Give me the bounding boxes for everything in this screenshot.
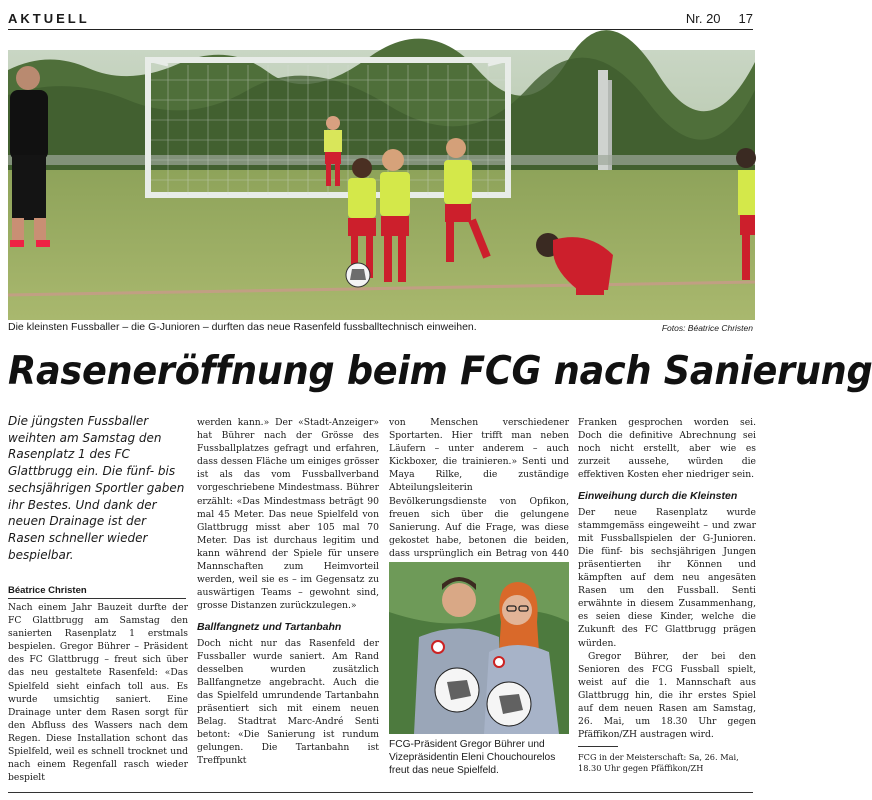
section-label: AKTUELL	[8, 11, 90, 26]
column-4	[578, 416, 756, 741]
body-paragraph: Nach einem Jahr Bauzeit durfte der FC Glattbrugg am Samstag den sanierten Rasenplatz 1 erstmals bespielen. Gregor Bührer – Präsident des FC Glattbrugg – freut sich über das neu gestaltete Rasenfeld: «Das Spielfeld sieht einfach toll aus. Es wurde umsichtig saniert. Eine Drainage unter dem Rasen sorgt für den Abfluss des Wassers nach dem Regen. Diese Installation schont das Spielfeld, weil es schnell trocknet und nach einem Regenfall rasch wieder bespielt	[8, 602, 188, 784]
headline: Raseneröffnung beim FCG nach Sanierung	[8, 349, 872, 394]
bottom-rule	[8, 792, 753, 793]
column-3	[389, 416, 569, 573]
info-separator	[578, 746, 618, 747]
top-rule	[8, 29, 753, 30]
body-paragraph: Der neue Rasenplatz wurde stammgemäss eingeweiht – und zwar mit Fussballspielen der G-Junioren. Die fünf- bis sechsjährigen Jungen präsentierten ihr Können und kämpften auf dem neu angesäten Rasen um den Fussball. Senti erwähnte in diesem Zusammenhang, es seien diese Kinder, welche die Zukunft des FC Glattbrugg prägen würden.	[578, 506, 756, 649]
byline: Béatrice Christen	[8, 585, 87, 596]
portrait-photo	[389, 562, 569, 734]
column-1	[8, 601, 188, 784]
byline-rule	[8, 598, 186, 599]
info-box: FCG in der Meisterschaft: Sa, 26. Mai, 18.30 Uhr gegen Pfäffikon/ZH	[578, 752, 739, 773]
portrait-caption: FCG-Präsident Gregor Bührer und Vizepräsidentin Eleni Chouchourelos freut das neue Spielfeld.	[389, 739, 556, 776]
photo-credit: Fotos: Béatrice Christen	[661, 323, 753, 333]
issue-number: Nr. 20	[685, 11, 721, 26]
page-number: 17	[738, 11, 753, 26]
body-paragraph: werden kann.» Der «Stadt-Anzeiger» hat Bührer nach der Grösse des Fussballplatzes gefragt und erfahren, dass dessen Fläche um einiges grösser ist als das vom Fussballverband vorgeschriebene Mindestmass. Bührer erzählt: «Das Mindestmass beträgt 90 mal 45 Meter. Das neue Spielfeld von Glattbrugg misst aber 105 mal 70 Meter. Das ist durchaus legitim und kann während der Spiele für unsere Mannschaften zum Heimvorteil werden, weil sie es – im Gegensatz zu auswärtigen Teams – gewohnt sind, grosse Distanzen zurückzulegen.»	[197, 417, 379, 612]
coach-figure	[10, 66, 50, 247]
body-paragraph: Franken gesprochen worden sei. Doch die definitive Abrechnung sei noch nicht erstellt, aber wie es zurzeit aussehe, würden die effektiven Kosten eher niedriger sein.	[578, 417, 756, 481]
subheading-einweihung: Einweihung durch die Kleinsten	[578, 490, 738, 503]
main-photo	[8, 50, 755, 320]
body-paragraph: Gregor Bührer, der bei den Senioren des FCG Fussball spielt, weist auf die 1. Mannschaft aus Glattbrugg hin, die ihr erstes Spiel auf dem neuen Rasen am Samstag, 26. Mai, um 18.30 Uhr gegen Pfäffikon/ZH austragen wird.	[578, 650, 756, 741]
lead-paragraph: Die jüngsten Fussballer weihten am Samstag den Rasenplatz 1 des FC Glattbrugg ein. Die fünf- bis sechsjährigen Sportler gaben ihr Bestes. Und dank der neuen Drainage ist der Rasen schneller wieder bespielbar.	[8, 414, 185, 562]
body-paragraph: Doch nicht nur das Rasenfeld der Fussballer wurde saniert. Am Rand desselben wurden zusätzlich Ballfangnetze angebracht. Auch die das Spielfeld umrundende Tartanbahn präsentiert sich mit einem neuen Belag. Stadtrat Marc-André Senti betont: «Die Sanierung ist rundum gelungen. Die Tartanbahn ist Treffpunkt	[197, 637, 379, 767]
page-info	[686, 11, 753, 26]
ball-left	[435, 668, 479, 712]
ball-right	[487, 682, 531, 726]
column-2	[197, 416, 379, 767]
subheading-ballfangnetz: Ballfangnetz und Tartanbahn	[197, 621, 342, 634]
body-paragraph: von Menschen verschiedener Sportarten. Hier trifft man neben Läufern – unter anderem – auch Kickboxer, die trainieren.» Senti und Maya Rilke, die zuständige Abteilungsleiterin Bevölkerungsdienste von Opfikon, freuen sich über die gelungene Sanierung. Auf die Frage, was diese gekostet habe, betonen die beiden, dass ursprünglich ein Betrag von 440	[389, 417, 569, 559]
football	[346, 263, 370, 287]
photo-caption: Die kleinsten Fussballer – die G-Junioren – durften das neue Rasenfeld fussballtechnisch einweihen.	[8, 321, 477, 333]
